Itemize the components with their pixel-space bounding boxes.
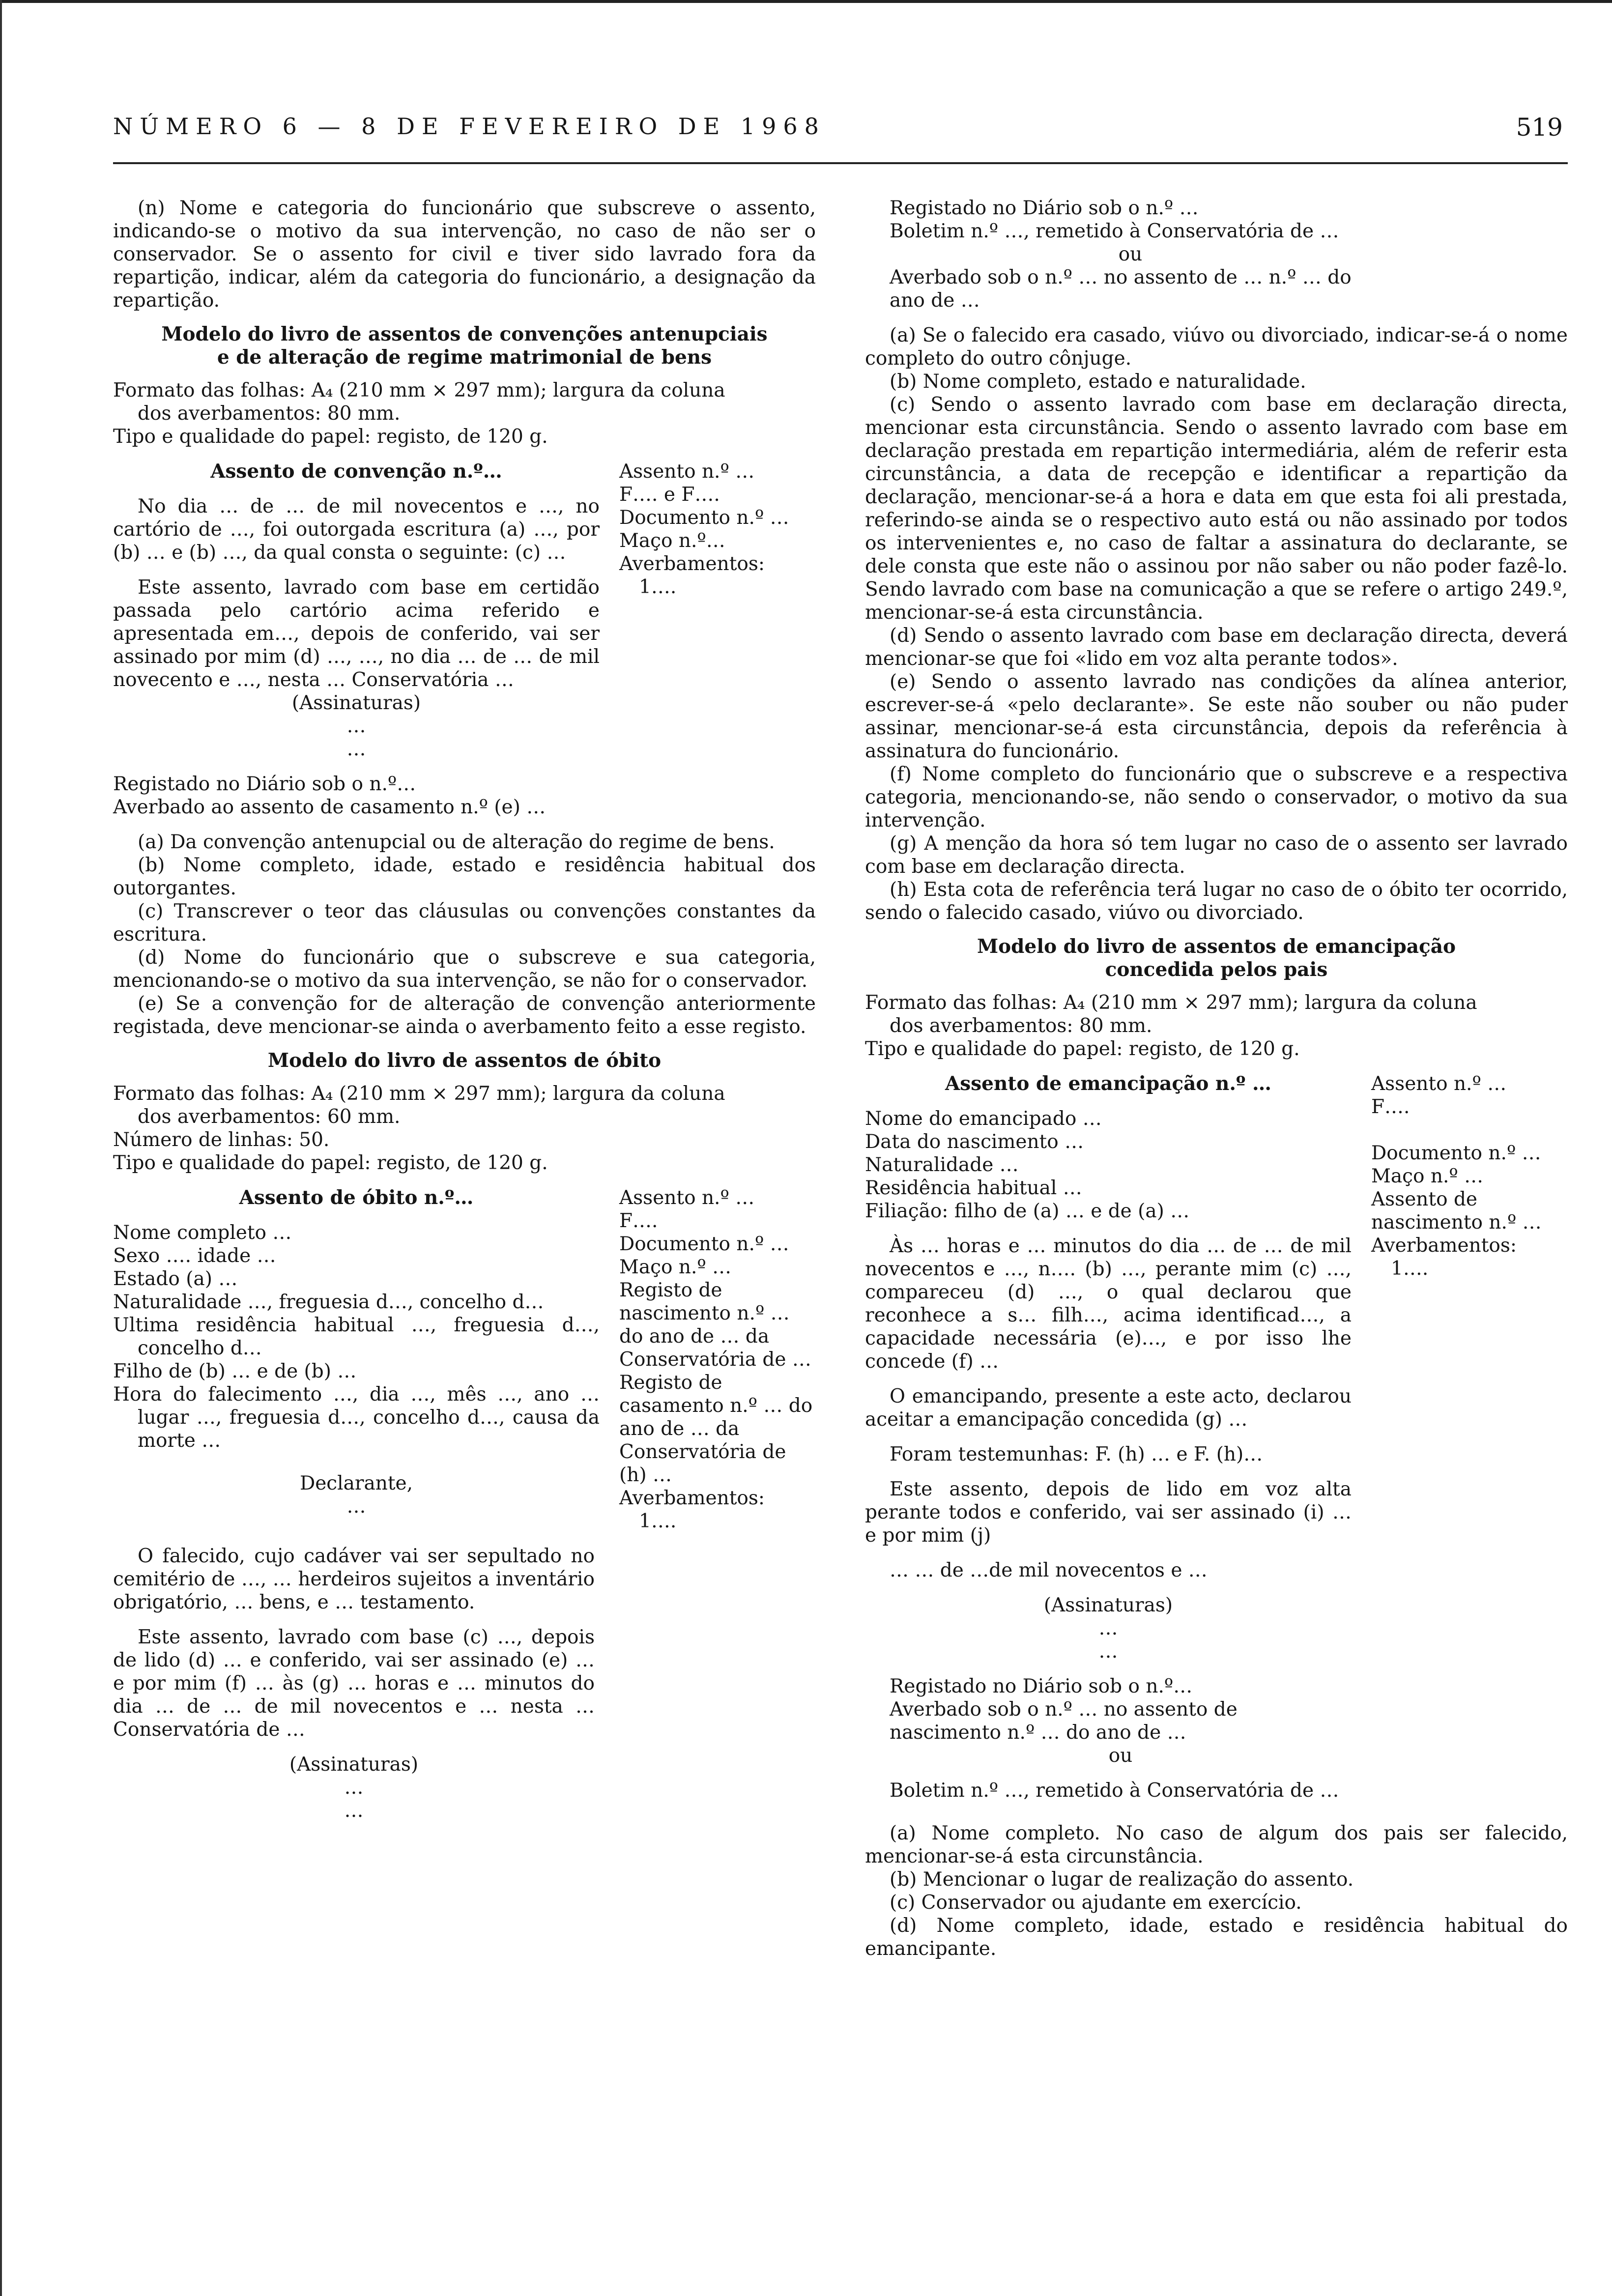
footnote: (c) Transcrever o teor das cláusulas ou convenções constantes da escritura. [113,900,816,946]
form-field: Residência habitual … [865,1177,1082,1199]
margin-item: Averbamentos: [1371,1234,1517,1257]
margin-item: Averbamentos: [619,553,765,575]
form-field: Naturalidade …, freguesia d…, concelho d… [113,1291,544,1313]
ellipsis: … [346,738,366,760]
format-line: Formato das folhas: A₄ (210 mm × 297 mm); largura da coluna [113,379,725,402]
signatures-label: (Assinaturas) [1043,1594,1173,1616]
format-line: Tipo e qualidade do papel: registo, de 120 g. [113,1152,548,1174]
margin-item: Documento n.º … [619,1233,789,1255]
footnote: (d) Nome completo, idade, estado e residência habitual do emancipante. [865,1915,1568,1960]
signatures-label: (Assinaturas) [289,1753,419,1776]
form-field: Nome do emancipado … [865,1108,1102,1130]
section-title-line: e de alteração de regime matrimonial de bens [217,346,712,369]
format-line: Formato das folhas: A₄ (210 mm × 297 mm); largura da coluna [865,992,1477,1014]
form-field: Nome completo … [113,1222,292,1244]
page-header [113,113,1563,152]
footnote: (h) Esta cota de referência terá lugar no caso de o óbito ter ocorrido, sendo o falecido casado, viúvo ou divorciado. [865,879,1568,924]
registo-line: Registado no Diário sob o n.º… [890,1675,1193,1697]
assento-emancipacao-form [865,1072,1568,1663]
scan-border-left [0,0,2,2296]
margin-item: Registo de casamento n.º … do ano de … da Conservatória de (h) … [619,1372,813,1486]
footnote: (g) A menção da hora só tem lugar no caso de o assento ser lavrado com base em declaração directa. [865,832,1568,878]
form-margin-column [619,460,816,761]
form-body: Às … horas e … minutos do dia … de … de mil novecentos e …, n…. (b) …, perante mim (c) …, compareceu (d) …, o qual declarou que reconhece a s… filh…, acima identificad…, a capacidade necessária (e)…, e por isso lhe concede (f) … [865,1235,1352,1373]
form-margin-column [1371,1072,1568,1663]
ellipsis: … [1098,1617,1118,1639]
margin-item: 1…. [639,1510,677,1532]
format-line: dos averbamentos: 60 mm. [138,1106,401,1128]
registo-line: Averbado sob o n.º … no assento de … n.º … do ano de … [890,266,1352,312]
margin-item: Assento de nascimento n.º … [1371,1188,1542,1234]
format-line: Tipo e qualidade do papel: registo, de 120 g. [113,426,548,448]
margin-item: Assento n.º … [619,460,755,483]
section-title-line: concedida pelos pais [1105,958,1328,981]
footnote: (a) Nome completo. No caso de algum dos pais ser falecido, mencionar-se-á esta circunstância. [865,1822,1568,1867]
registo-line: Averbado ao assento de casamento n.º (e) … [113,796,546,818]
form-field: Hora do falecimento …, dia …, mês …, ano … lugar …, freguesia d…, concelho d…, causa da morte … [113,1383,600,1452]
margin-item: F…. [619,1210,658,1232]
ou-label: ou [1108,1745,1133,1767]
date-line: … … de …de mil novecentos e … [890,1559,1208,1581]
assento-convencao-form [113,460,816,761]
ellipsis: … [346,1495,366,1518]
note-n: (n) Nome e categoria do funcionário que subscreve o assento, indicando-se o motivo da sua intervenção, no caso de não ser o conservador. Se o assento for civil e tiver sido lavrado fora da repartição, indicar, além da categoria do funcionário, a designação da repartição. [113,197,816,312]
registo-block [865,197,1371,312]
margin-item: 1…. [1391,1258,1429,1280]
form-field: Filho de (b) … e de (b) … [113,1360,357,1382]
registo-block [865,1675,1352,1802]
section-title-obito: Modelo do livro de assentos de óbito [267,1049,662,1072]
right-column [865,197,1568,1960]
footnote: (b) Nome completo, idade, estado e residência habitual dos outorgantes. [113,854,816,899]
page-number: 519 [1516,113,1563,142]
ou-label: ou [1118,243,1143,265]
form-body: O falecido, cujo cadáver vai ser sepultado no cemitério de …, … herdeiros sujeitos a inventário obrigatório, … bens, e … testamento. [113,1545,595,1613]
margin-item: Maço n.º … [619,1256,732,1278]
form-body: Este assento, lavrado com base (c) …, depois de lido (d) … e conferido, vai ser assinado (e) … e por mim (f) … às (g) … horas e … minutos do dia … de … de mil novecentos e … nesta … Conservatória de … [113,1626,595,1741]
form-field: Data do nascimento … [865,1131,1084,1153]
footnote: (d) Nome do funcionário que o subscreve e sua categoria, mencionando-se o motivo da sua intervenção, se não for o conservador. [113,947,816,992]
footnote: (a) Se o falecido era casado, viúvo ou divorciado, indicar-se-á o nome completo do outro cônjuge. [865,324,1568,370]
section-title-convencoes [113,323,816,369]
registo-line: Boletim n.º …, remetido à Conservatória de … [890,220,1339,242]
form-margin-column [619,1186,816,1533]
margin-item: Assento n.º … [1371,1073,1507,1095]
margin-item: 1…. [639,576,677,598]
declarante-label: Declarante, [299,1472,413,1494]
form-body: Este assento, depois de lido em voz alta perante todos e conferido, vai ser assinado (i) … e por mim (j) [865,1478,1352,1547]
margin-item: Maço n.º… [619,530,725,552]
form-body: Este assento, lavrado com base em certidão passada pelo cartório acima referido e apresentada em…, depois de conferido, vai ser assinado por mim (d) …, …, no dia … de … de mil novecento e …, nesta … Conservatória … [113,576,600,691]
form-field: Filiação: filho de (a) … e de (a) … [865,1200,1190,1222]
footnote: (b) Nome completo, estado e naturalidade. [890,371,1306,393]
format-line: dos averbamentos: 80 mm. [138,402,401,425]
footnote: (a) Da convenção antenupcial ou de alteração do regime de bens. [138,831,775,853]
format-line: Tipo e qualidade do papel: registo, de 120 g. [865,1038,1300,1060]
ellipsis: … [344,1777,364,1799]
form-field: Ultima residência habitual …, freguesia d…, concelho d… [113,1314,600,1359]
section-title-emancipacao [865,935,1568,981]
margin-item: F…. e F…. [619,484,720,506]
signatures-label: (Assinaturas) [291,692,421,714]
format-line: Formato das folhas: A₄ (210 mm × 297 mm); largura da coluna [113,1083,725,1105]
margin-item: Registo de nascimento n.º … do ano de … da Conservatória de … [619,1279,811,1371]
form-body: O emancipando, presente a este acto, declarou aceitar a emancipação concedida (g) … [865,1385,1352,1431]
form-title: Assento de convenção n.º… [210,460,502,483]
footnote: (f) Nome completo do funcionário que o subscreve e a respectiva categoria, mencionando-se, não sendo o conservador, o motivo da sua intervenção. [865,763,1568,832]
section-title-line: Modelo do livro de assentos de emancipação [977,935,1456,958]
ellipsis: … [346,715,366,737]
footnote: (c) Conservador ou ajudante em exercício. [890,1892,1302,1914]
footnote: (b) Mencionar o lugar de realização do assento. [890,1868,1354,1891]
scan-border-top [0,0,1612,3]
footnote: (e) Sendo o assento lavrado nas condições da alínea anterior, escrever-se-á «pelo declarante». Se este não souber ou não puder assinar, mencionar-se-á esta circunstância, depois da referência à assinatura do funcionário. [865,671,1568,762]
form-body: Foram testemunhas: F. (h) … e F. (h)… [890,1443,1263,1465]
left-column [113,197,816,1822]
format-line: Número de linhas: 50. [113,1129,330,1151]
form-title: Assento de óbito n.º… [239,1186,474,1209]
ellipsis: … [1098,1640,1118,1663]
margin-item: Documento n.º … [1371,1142,1541,1164]
form-field: Naturalidade … [865,1154,1019,1176]
form-body: No dia … de … de mil novecentos e …, no cartório de …, foi outorgada escritura (a) …, por (b) … e (b) …, da qual consta o seguinte: (c) … [113,495,600,564]
form-field: Estado (a) … [113,1268,238,1290]
assento-obito-form [113,1186,816,1533]
margin-item: F…. [1371,1096,1410,1118]
registo-line: Averbado sob o n.º … no assento de nascimento n.º … do ano de … [890,1698,1238,1744]
margin-item: Assento n.º … [619,1187,755,1209]
registo-line: Registado no Diário sob o n.º … [890,197,1199,219]
footnote: (e) Se a convenção for de alteração de convenção anteriormente registada, deve mencionar-se ainda o averbamento feito a esse registo. [113,993,816,1038]
registo-line: Boletim n.º …, remetido à Conservatória de … [890,1779,1339,1802]
margin-item: Documento n.º … [619,507,789,529]
section-title-line: Modelo do livro de assentos de convenções antenupciais [161,323,768,345]
header-rule [113,162,1568,164]
margin-item: Maço n.º … [1371,1165,1484,1187]
format-line: dos averbamentos: 80 mm. [890,1015,1152,1037]
margin-item: Averbamentos: [619,1487,765,1509]
footnote: (c) Sendo o assento lavrado com base em declaração directa, mencionar esta circunstância. Sendo o assento lavrado com base em declaração prestada em repartição intermediária, além de referir esta circunstância, a data de recepção e identificar a repartição da declaração, mencionar-se-á a hora e data em que esta foi ali prestada, referindo-se ainda se o respectivo auto está ou não assinado por todos os intervenientes e, no caso de faltar a assinatura do declarante, se dele consta que este não o assinou por não saber ou não poder fazê-lo. Sendo lavrado com base na comunicação a que se refere o artigo 249.º, mencionar-se-á esta circunstância. [865,394,1568,624]
form-field: Sexo …. idade … [113,1245,276,1267]
form-title: Assento de emancipação n.º … [945,1072,1272,1095]
header-title: NÚMERO 6 — 8 DE FEVEREIRO DE 1968 [113,113,826,140]
registo-line: Registado no Diário sob o n.º… [113,773,416,795]
footnote: (d) Sendo o assento lavrado com base em declaração directa, deverá mencionar-se que foi «lido em voz alta perante todos». [865,625,1568,670]
ellipsis: … [344,1800,364,1822]
